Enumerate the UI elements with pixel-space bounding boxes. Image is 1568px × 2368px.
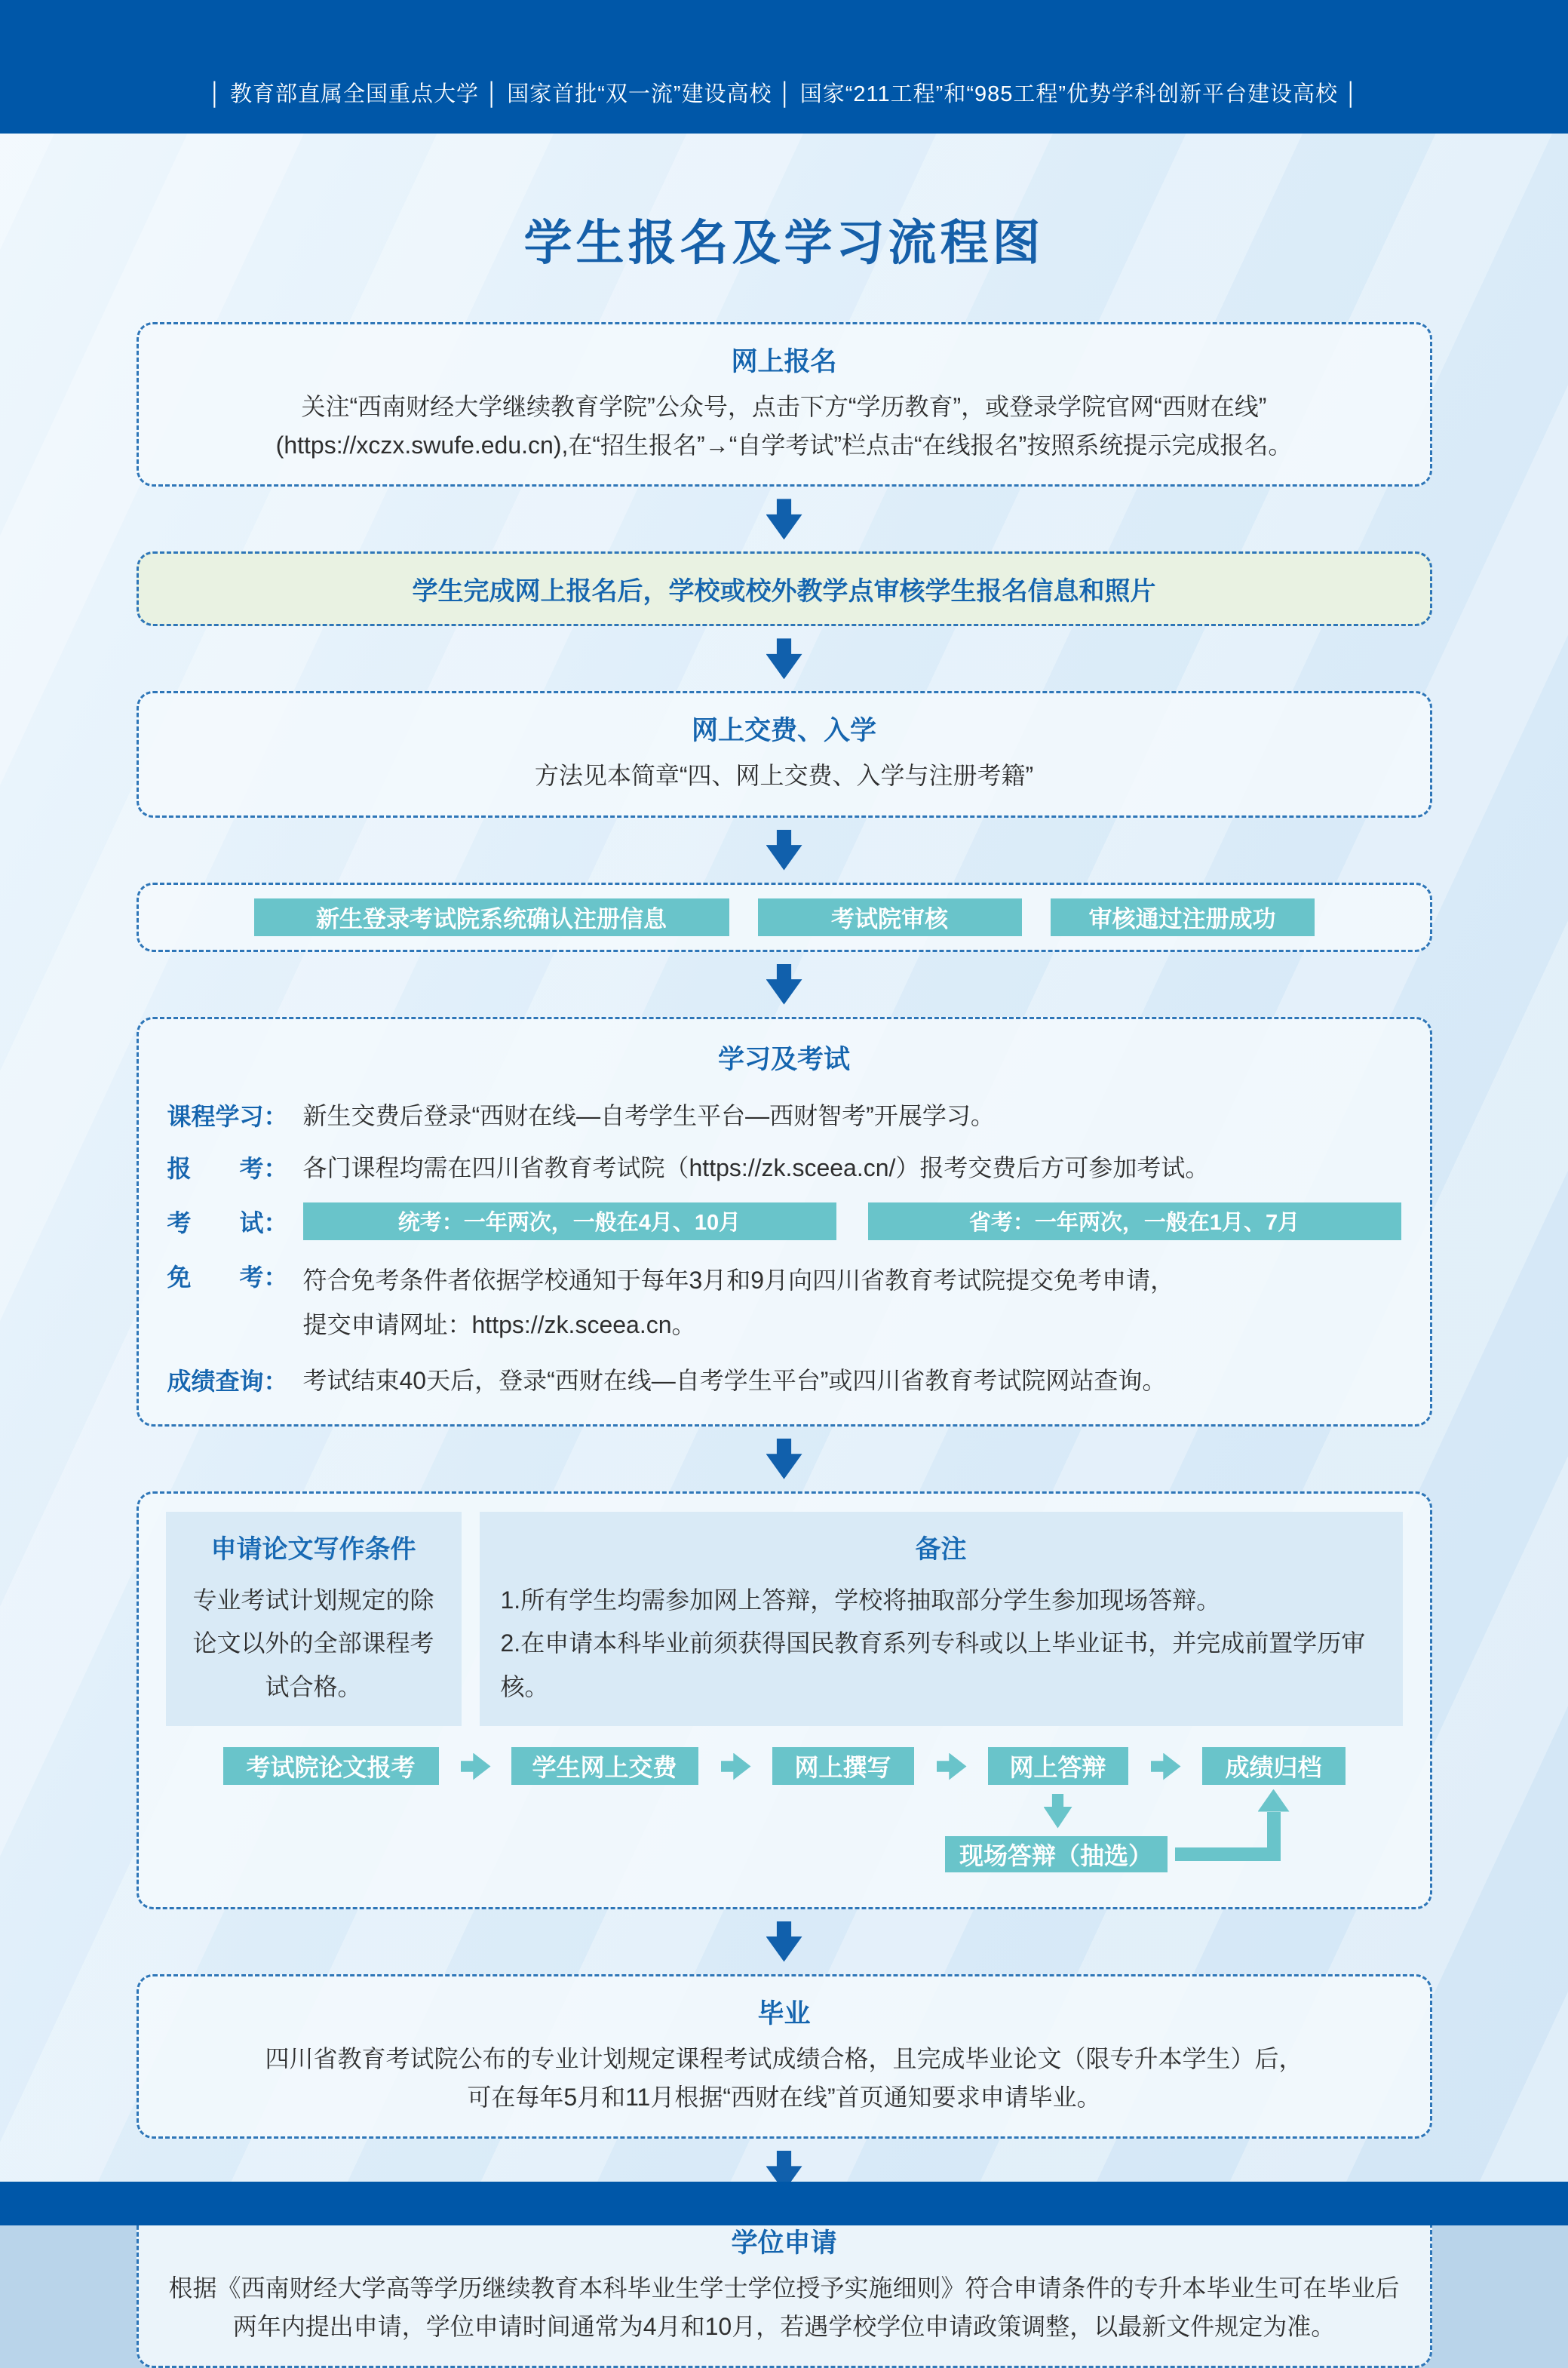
- panel-body: 专业考试计划规定的除论文以外的全部课程考试合格。: [192, 1586, 434, 1700]
- confirm-step-button: 审核通过注册成功: [1051, 898, 1315, 936]
- row-text: 考试结束40天后，登录“西财在线—自考学生平台”或四川省教育考试院网站查询。: [302, 1367, 1167, 1395]
- step-body-line: 四川省教育考试院公布的专业计划规定课程考试成绩合格，且完成毕业论文（限专升本学生）后，: [265, 2044, 1303, 2072]
- study-row-score: [167, 1362, 1401, 1400]
- header-banner-text: │ 教育部直属全国重点大学 │ 国家首批“双一流”建设高校 │ 国家“211工程”和“985工程”优势学科创新平台建设高校 │: [208, 82, 1360, 106]
- confirm-step-button: 考试院审核: [758, 898, 1022, 936]
- exempt-line: 符合免考条件者依据学校通知于每年3月和9月向四川省教育考试院提交免考申请，: [302, 1266, 1175, 1294]
- row-text: 各门课程均需在四川省教育考试院（https://zk.sceea.cn/）报考交费后方可参加考试。: [302, 1154, 1210, 1182]
- step-body-line: 可在每年5月和11月根据“西财在线”首页通知要求申请毕业。: [467, 2083, 1101, 2111]
- step-payment-box: [137, 691, 1432, 817]
- note-line: 1.所有学生均需参加网上答辩，学校将抽取部分学生参加现场答辩。: [500, 1586, 1221, 1614]
- step-study-box: [137, 1017, 1432, 1427]
- row-label: 考 试：: [167, 1209, 288, 1236]
- down-arrow-icon: [766, 830, 802, 871]
- panel-title: 备注: [915, 1534, 967, 1564]
- step-thesis-box: [137, 1491, 1432, 1909]
- thesis-panels: [166, 1512, 1403, 1726]
- step-title: 网上交费、入学: [691, 716, 876, 746]
- page-title: 学生报名及学习流程图: [523, 215, 1045, 272]
- thesis-flow-step: 成绩归档: [1202, 1747, 1346, 1785]
- step-body-line: 关注“西南财经大学继续教育学院”公众号，点击下方“学历教育”，或登录学院官网“西财在线”: [301, 393, 1267, 420]
- study-row-course: [167, 1098, 1401, 1135]
- step-title: 网上报名: [731, 347, 837, 376]
- down-arrow-icon: [766, 499, 802, 539]
- step-body-line: 两年内提出申请，学位申请时间通常为4月和10月，若遇学校学位申请政策调整，以最新文件规定为准。: [232, 2313, 1336, 2341]
- confirm-step-button: 新生登录考试院系统确认注册信息: [254, 898, 729, 936]
- connector-line: [1267, 1812, 1281, 1861]
- row-label: 报 考：: [167, 1155, 288, 1183]
- thesis-flow-step: 网上答辩: [988, 1747, 1128, 1785]
- right-arrow-icon: [937, 1753, 967, 1780]
- step-review-text: 学生完成网上报名后，学校或校外教学点审核学生报名信息和照片: [412, 577, 1156, 607]
- row-label: 免 考：: [167, 1263, 288, 1291]
- thesis-flow-step: 学生网上交费: [511, 1747, 698, 1785]
- up-arrow-icon: [1258, 1789, 1290, 1812]
- right-arrow-icon: [461, 1753, 491, 1780]
- footer-bar: [0, 2182, 1568, 2225]
- thesis-condition-panel: [166, 1512, 462, 1726]
- study-row-enroll: [167, 1150, 1401, 1187]
- step-confirm-box: [137, 883, 1432, 952]
- step-degree-box: [137, 2204, 1432, 2368]
- step-graduation-box: [137, 1974, 1432, 2139]
- study-row-exam: [167, 1202, 1401, 1240]
- exam-buttons-row: [303, 1202, 1401, 1240]
- step-body-line: (https://xczx.swufe.edu.cn),在“招生报名”→“自学考试”栏点击“在线报名”按照系统提示完成报名。: [275, 432, 1293, 459]
- thesis-flow-step: 考试院论文报考: [223, 1747, 439, 1785]
- row-label: 课程学习：: [167, 1102, 288, 1130]
- down-arrow-icon: [766, 638, 802, 679]
- onsite-defense-button: 现场答辩（抽选）: [945, 1836, 1168, 1872]
- step-review-box: [137, 551, 1432, 626]
- step-title: 毕业: [757, 1998, 811, 2029]
- panel-title: 申请论文写作条件: [210, 1534, 416, 1564]
- note-line: 2.在申请本科毕业前须获得国民教育系列专科或以上毕业证书，并完成前置学历审核。: [500, 1629, 1366, 1700]
- exam-schedule-button: 省考：一年两次，一般在1月、7月: [868, 1202, 1401, 1240]
- study-row-exempt: [167, 1258, 1401, 1347]
- exam-schedule-button: 统考：一年两次，一般在4月、10月: [303, 1202, 836, 1240]
- down-arrow-icon: [766, 964, 802, 1005]
- right-arrow-icon: [1151, 1753, 1181, 1780]
- right-arrow-icon: [721, 1753, 751, 1780]
- flowchart: [137, 322, 1432, 2368]
- thesis-flow-step: 网上撰写: [772, 1747, 914, 1785]
- step-online-registration-box: [137, 322, 1432, 487]
- connector-line: [1175, 1847, 1281, 1861]
- exempt-line: 提交申请网址：https://zk.sceea.cn。: [302, 1310, 696, 1338]
- thesis-flow-diagram: [166, 1747, 1403, 1883]
- row-text: [303, 1258, 1175, 1347]
- thesis-notes-panel: [480, 1512, 1403, 1726]
- step-body-line: 方法见本简章“四、网上交费、入学与注册考籍”: [534, 762, 1034, 790]
- down-arrow-icon: [766, 1921, 802, 1962]
- step-body-line: 根据《西南财经大学高等学历继续教育本科毕业生学士学位授予实施细则》符合申请条件的专升本毕业生可在毕业后: [168, 2274, 1400, 2302]
- down-arrow-icon: [766, 1439, 802, 1479]
- down-arrow-icon: [1044, 1794, 1072, 1829]
- step-title: 学习及考试: [717, 1044, 850, 1074]
- row-text: 新生交费后登录“西财在线—自考学生平台—西财智考”开展学习。: [302, 1101, 995, 1129]
- header-banner: [0, 0, 1568, 134]
- row-label: 成绩查询：: [167, 1368, 288, 1396]
- panel-body: [501, 1579, 1382, 1709]
- step-title: 学位申请: [731, 2228, 837, 2258]
